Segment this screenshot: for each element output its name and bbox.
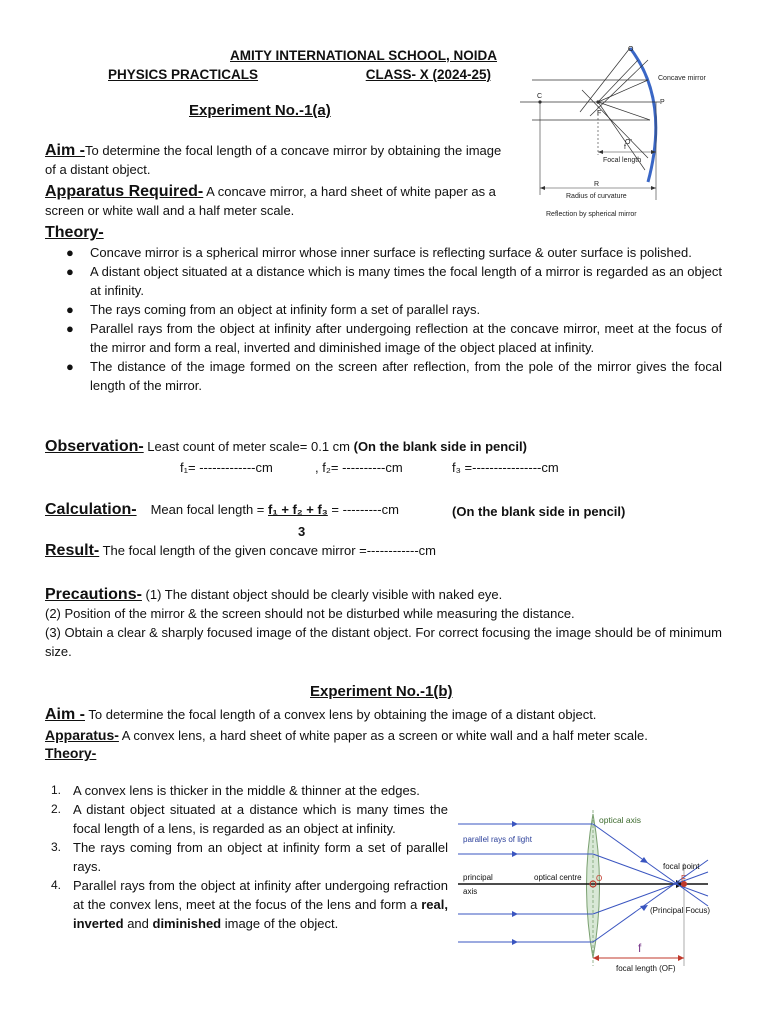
subject-label: PHYSICS PRACTICALS	[108, 67, 259, 82]
aim-1a-label: Aim -	[45, 142, 85, 159]
theory-1b-label: Theory-	[45, 745, 97, 761]
theory-1b-item: 2. A distant object situated at a distance which is many times the focal length of a lens, is regarded as an object at infinity.	[51, 802, 448, 836]
label-axis: axis	[463, 887, 478, 896]
theory-1a-item: ● Parallel rays from the object at infinity after undergoing reflection at the concave mirror, meet at the focus of the mirror and form a real, inverted and diminished image of the object placed at infinity.	[66, 321, 722, 355]
apparatus-1a-text: A concave mirror, a hard sheet of white paper as a screen or white wall and a half meter scale.	[45, 184, 496, 218]
label-o2: O'	[625, 139, 632, 146]
apparatus-1a-label: Apparatus Required-	[45, 183, 204, 200]
theory-1b-item: 1. A convex lens is thicker in the middle & thinner at the edges.	[51, 783, 420, 798]
label-p: P	[660, 99, 665, 106]
precaution-2: (2) Position of the mirror & the screen should not be disturbed while measuring the distance.	[45, 606, 575, 621]
calc-suffix: = ---------cm	[327, 502, 399, 517]
precautions-label: Precautions-	[45, 586, 142, 603]
theory-1b-item: 4. Parallel rays from the object at infinity after undergoing refraction at the convex lens, meet at the focus of the lens and form a real, inverted and diminished image of the object.	[51, 878, 448, 931]
reading-f2: , f₂= ----------cm	[315, 460, 403, 475]
observation-note: (On the blank side in pencil)	[353, 439, 527, 454]
result-label: Result-	[45, 542, 100, 559]
class-label: CLASS- X (2024-25)	[365, 67, 491, 82]
theory-1a-item: ● The rays coming from an object at infinity form a set of parallel rays.	[66, 302, 481, 317]
theory-1b-list	[45, 781, 448, 933]
apparatus-1b-label: Apparatus-	[45, 727, 119, 743]
label-f-big: f	[638, 941, 642, 955]
precautions-1a	[45, 585, 722, 661]
theory-1a-label: Theory-	[45, 224, 104, 241]
label-r: R	[594, 181, 600, 188]
label-principal-focus: (Principal Focus)	[650, 906, 711, 915]
label-c: C	[537, 93, 543, 100]
calc-prefix: Mean focal length =	[150, 502, 269, 517]
theory-1a-list	[45, 243, 722, 395]
aim-1b-label: Aim -	[45, 706, 85, 723]
label-principal: principal	[463, 873, 493, 882]
calc-numerator: f₁ + f₂ + f₃	[268, 502, 328, 517]
label-focal-length: focal length (OF)	[616, 964, 676, 973]
result-1a	[45, 541, 436, 560]
apparatus-1a	[45, 182, 505, 220]
theory-1a-item: ● The distance of the image formed on the screen after reflection, from the pole of the mirror gives the focal length of the mirror.	[66, 359, 722, 393]
calculation-label: Calculation-	[45, 501, 137, 518]
apparatus-1b-text: A convex lens, a hard sheet of white paper as a screen or white wall and a half meter scale.	[118, 728, 648, 743]
theory-1b-item: 3. The rays coming from an object at infinity form a set of parallel rays.	[51, 840, 448, 874]
label-parallel-rays: parallel rays of light	[463, 835, 532, 844]
experiment-1b-title: Experiment No.-1(b)	[310, 683, 453, 700]
concave-mirror-diagram	[520, 40, 750, 225]
observation-1a	[45, 437, 527, 456]
observation-label: Observation-	[45, 438, 144, 455]
aim-1b-text: To determine the focal length of a convex lens by obtaining the image of a distant object.	[85, 707, 597, 722]
convex-lens-diagram	[458, 808, 730, 978]
theory-1a-item: ● A distant object situated at a distance which is many times the focal length of a mirror is regarded as an object at infinity.	[66, 264, 722, 298]
observation-text: Least count of meter scale= 0.1 cm	[143, 439, 354, 454]
aim-1a-text: To determine the focal length of a concave mirror by obtaining the image of a distant object.	[45, 143, 502, 177]
result-text: The focal length of the given concave mirror =------------cm	[99, 543, 437, 558]
calc-note: (On the blank side in pencil)	[452, 504, 626, 519]
subject-line	[108, 67, 491, 82]
precaution-1: (1) The distant object should be clearly visible with naked eye.	[141, 587, 503, 602]
label-optical-centre: optical centre	[534, 873, 582, 882]
aim-1a	[45, 141, 505, 179]
reading-f1: f₁= -------------cm	[180, 460, 273, 475]
label-o: O	[628, 46, 634, 53]
mirror-caption: Reflection by spherical mirror	[546, 211, 637, 218]
reading-f3: f₃ =----------------cm	[452, 460, 559, 475]
label-focal: Focal length	[603, 157, 642, 164]
label-f-small: f	[624, 144, 626, 151]
precaution-3: (3) Obtain a clear & sharply focused image of the distant object. For correct focusing the image should be of minimum size.	[45, 625, 722, 659]
calculation-1a	[45, 500, 399, 519]
label-optical-axis: optical axis	[599, 815, 642, 825]
label-F: F	[681, 874, 686, 883]
label-focal-point: focal point	[663, 862, 700, 871]
label-f: F	[597, 110, 602, 117]
aim-1b	[45, 705, 596, 724]
theory-1a-item: ● Concave mirror is a spherical mirror whose inner surface is reflecting surface & outer surface is polished.	[66, 245, 692, 260]
calc-denominator: 3	[298, 524, 306, 539]
label-concave: Concave mirror	[658, 75, 706, 82]
label-o: O	[596, 874, 603, 883]
school-name: AMITY INTERNATIONAL SCHOOL, NOIDA	[230, 48, 498, 63]
label-radius: Radius of curvature	[566, 193, 627, 200]
apparatus-1b	[45, 726, 648, 745]
experiment-1a-title: Experiment No.-1(a)	[189, 102, 331, 119]
